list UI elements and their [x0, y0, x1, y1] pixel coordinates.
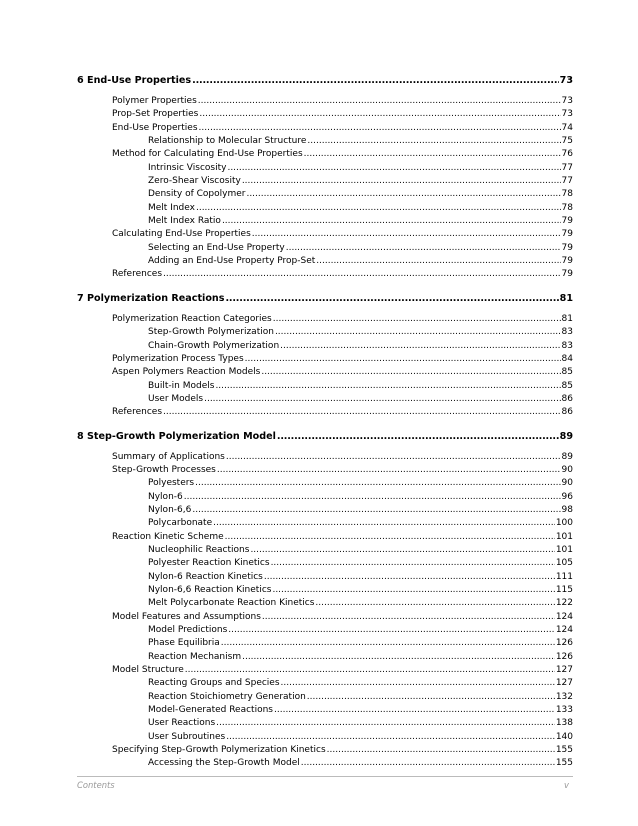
toc-page-number: 84 [561, 353, 573, 364]
toc-page-number: 76 [561, 149, 573, 160]
toc-page-number: 78 [561, 202, 573, 213]
dot-leader [307, 135, 560, 148]
toc-entry-title: Polycarbonate [148, 518, 213, 529]
toc-section-entry[interactable] [77, 108, 573, 121]
toc-subsection-entry[interactable] [77, 477, 573, 490]
dot-leader [280, 340, 560, 353]
toc-subsection-entry[interactable] [77, 637, 573, 650]
toc-entry-title: Polymerization Reaction Categories [112, 313, 272, 324]
toc-entry-title: End-Use Properties [112, 122, 198, 133]
toc-entry-title: 8 Step-Growth Polymerization Model [77, 430, 276, 442]
toc-page-number: 98 [561, 504, 573, 515]
toc-page-number: 127 [555, 678, 573, 689]
toc-page-number: 75 [561, 136, 573, 147]
toc-entry-title: 7 Polymerization Reactions [77, 292, 225, 304]
toc-entry-title: References [112, 269, 163, 280]
toc-entry-title: Polyesters [148, 478, 195, 489]
dot-leader [301, 757, 555, 770]
dot-leader [275, 326, 561, 339]
toc-entry-title: Model Structure [112, 665, 184, 676]
dot-leader [225, 290, 558, 307]
toc-subsection-entry[interactable] [77, 491, 573, 504]
toc-entry-title: Nylon-6,6 [148, 504, 192, 515]
toc-chapter-heading[interactable] [77, 290, 573, 307]
toc-page-number: 115 [555, 585, 573, 595]
dot-leader [316, 255, 560, 268]
toc-page-number: 122 [555, 598, 573, 609]
table-of-contents [77, 72, 573, 771]
toc-page-number: 77 [561, 176, 573, 187]
toc-page-number: 132 [555, 691, 573, 702]
toc-subsection-entry[interactable] [77, 188, 573, 201]
dot-leader [226, 451, 561, 464]
toc-page-number: 133 [555, 705, 573, 716]
dot-leader [225, 531, 555, 544]
dot-leader [272, 584, 554, 597]
toc-page-number: 73 [559, 75, 573, 86]
toc-section-entry[interactable] [77, 353, 573, 366]
dot-leader [217, 464, 561, 477]
toc-entry-title: Built-in Models [148, 380, 215, 391]
toc-entry-title: Model-Generated Reactions [148, 705, 273, 716]
toc-subsection-entry[interactable] [77, 380, 573, 393]
toc-entry-title: Reacting Groups and Species [148, 678, 280, 689]
toc-page-number: 96 [561, 491, 573, 502]
toc-entry-title: Step-Growth Processes [112, 464, 216, 475]
toc-entry-title: Summary of Applications [112, 451, 225, 462]
toc-page-number: 126 [555, 651, 573, 662]
dot-leader [185, 664, 555, 677]
toc-section-entry[interactable] [77, 464, 573, 477]
toc-entry-title: Zero-Shear Viscosity [148, 176, 241, 187]
toc-entry-title: User Subroutines [148, 731, 226, 742]
toc-entry-title: Reaction Mechanism [148, 651, 242, 662]
footer-page-number: v [564, 780, 569, 790]
dot-leader [307, 691, 555, 704]
dot-leader [199, 122, 561, 135]
toc-page-number: 78 [561, 189, 573, 200]
toc-page-number: 86 [561, 393, 573, 404]
dot-leader [250, 544, 554, 557]
toc-page-number: 79 [561, 242, 573, 253]
dot-leader [277, 428, 559, 445]
toc-subsection-entry[interactable] [77, 717, 573, 730]
toc-page-number: 86 [561, 407, 573, 418]
footer-section-label: Contents [77, 780, 115, 790]
dot-leader [252, 228, 561, 241]
dot-leader [226, 731, 555, 744]
toc-section-entry[interactable] [77, 744, 573, 757]
dot-leader [192, 504, 560, 517]
toc-subsection-entry[interactable] [77, 624, 573, 637]
toc-section-entry[interactable] [77, 313, 573, 326]
toc-entry-title: Relationship to Molecular Structure [148, 136, 307, 147]
toc-subsection-entry[interactable] [77, 504, 573, 517]
toc-page-number: 140 [555, 731, 573, 742]
toc-subsection-entry[interactable] [77, 340, 573, 353]
toc-entry-title: Intrinsic Viscosity [148, 162, 227, 173]
toc-entry-title: Aspen Polymers Reaction Models [112, 367, 261, 378]
dot-leader [204, 393, 560, 406]
toc-section-entry[interactable] [77, 531, 573, 544]
toc-entry-title: Step-Growth Polymerization [148, 327, 274, 338]
toc-entry-title: Nucleophilic Reactions [148, 544, 250, 555]
toc-section-entry[interactable] [77, 268, 573, 281]
toc-entry-title: Adding an End-Use Property Prop-Set [148, 256, 316, 267]
toc-subsection-entry[interactable] [77, 557, 573, 570]
toc-section-entry[interactable] [77, 406, 573, 419]
dot-leader [281, 677, 555, 690]
toc-entry-title: Polymerization Process Types [112, 353, 244, 364]
toc-section-entry[interactable] [77, 611, 573, 624]
dot-leader [184, 491, 561, 504]
toc-section-entry[interactable] [77, 148, 573, 161]
toc-chapter-heading[interactable] [77, 428, 573, 445]
toc-subsection-entry[interactable] [77, 175, 573, 188]
toc-page-number: 100 [555, 518, 573, 529]
toc-entry-title: Density of Copolymer [148, 189, 246, 200]
dot-leader [274, 704, 555, 717]
dot-leader [245, 353, 561, 366]
toc-page-number: 81 [561, 313, 573, 324]
toc-entry-title: Reaction Stoichiometry Generation [148, 691, 306, 702]
dot-leader [327, 744, 555, 757]
dot-leader [222, 215, 561, 228]
toc-subsection-entry[interactable] [77, 215, 573, 228]
toc-page-number: 79 [561, 256, 573, 267]
dot-leader [163, 406, 561, 419]
toc-entry-title: Chain-Growth Polymerization [148, 340, 280, 351]
toc-subsection-entry[interactable] [77, 651, 573, 664]
toc-page-number: 79 [561, 269, 573, 280]
dot-leader [286, 242, 561, 255]
toc-entry-title: Melt Index Ratio [148, 216, 221, 227]
toc-page-number: 79 [561, 216, 573, 227]
toc-entry-title: User Reactions [148, 718, 216, 729]
dot-leader [273, 313, 561, 326]
dot-leader [196, 202, 561, 215]
toc-page-number: 101 [555, 544, 573, 555]
toc-section-entry[interactable] [77, 451, 573, 464]
toc-entry-title: Reaction Kinetic Scheme [112, 531, 224, 542]
toc-entry-title: Polyester Reaction Kinetics [148, 558, 270, 569]
dot-leader [195, 477, 560, 490]
toc-subsection-entry[interactable] [77, 677, 573, 690]
toc-entry-title: Nylon-6 [148, 491, 183, 502]
toc-subsection-entry[interactable] [77, 704, 573, 717]
toc-page-number: 83 [561, 340, 573, 351]
dot-leader [246, 188, 560, 201]
page-footer [77, 780, 573, 794]
toc-subsection-entry[interactable] [77, 597, 573, 610]
toc-page-number: 90 [561, 478, 573, 489]
dot-leader [271, 557, 555, 570]
toc-chapter-heading[interactable] [77, 72, 573, 89]
toc-page-number: 77 [561, 162, 573, 173]
toc-entry-title: Method for Calculating End-Use Properties [112, 149, 303, 160]
toc-subsection-entry[interactable] [77, 135, 573, 148]
toc-page-number: 138 [555, 718, 573, 729]
toc-entry-title: Selecting an End-Use Property [148, 242, 285, 253]
dot-leader [198, 95, 561, 108]
toc-page-number: 81 [559, 292, 573, 304]
toc-entry-title: Calculating End-Use Properties [112, 229, 251, 240]
toc-section-entry[interactable] [77, 95, 573, 108]
toc-entry-title: Nylon-6,6 Reaction Kinetics [148, 585, 272, 595]
toc-page-number: 74 [561, 122, 573, 133]
toc-page-number: 89 [559, 430, 573, 442]
toc-page-number: 101 [555, 531, 573, 542]
toc-page-number: 126 [555, 638, 573, 649]
toc-entry-title: Model Predictions [148, 625, 228, 636]
toc-page-number: 127 [555, 665, 573, 676]
toc-page-number: 105 [555, 558, 573, 569]
dot-leader [216, 717, 555, 730]
dot-leader [221, 637, 555, 650]
toc-section-entry[interactable] [77, 228, 573, 241]
toc-subsection-entry[interactable] [77, 571, 573, 584]
dot-leader [213, 517, 555, 530]
dot-leader [262, 611, 555, 624]
dot-leader [261, 366, 560, 379]
dot-leader [228, 624, 555, 637]
toc-page-number: 90 [561, 464, 573, 475]
toc-subsection-entry[interactable] [77, 242, 573, 255]
toc-entry-title: Accessing the Step-Growth Model [148, 758, 300, 769]
toc-section-entry[interactable] [77, 122, 573, 135]
dot-leader [242, 175, 561, 188]
toc-page-number: 73 [561, 109, 573, 120]
dot-leader [227, 162, 560, 175]
footer-divider [77, 776, 573, 777]
dot-leader [315, 597, 554, 610]
toc-page-number: 85 [561, 367, 573, 378]
toc-page-number: 89 [561, 451, 573, 462]
toc-entry-title: References [112, 407, 163, 418]
toc-subsection-entry[interactable] [77, 544, 573, 557]
dot-leader [192, 72, 558, 89]
toc-entry-title: Melt Index [148, 202, 195, 213]
toc-page-number: 73 [561, 96, 573, 106]
toc-page-number: 155 [555, 745, 573, 756]
toc-subsection-entry[interactable] [77, 517, 573, 530]
toc-subsection-entry[interactable] [77, 757, 573, 770]
toc-subsection-entry[interactable] [77, 255, 573, 268]
toc-entry-title: Polymer Properties [112, 96, 197, 106]
toc-entry-title: Phase Equilibria [148, 638, 220, 649]
toc-page-number: 124 [555, 611, 573, 622]
toc-subsection-entry[interactable] [77, 326, 573, 339]
toc-entry-title: Melt Polycarbonate Reaction Kinetics [148, 598, 315, 609]
dot-leader [215, 380, 560, 393]
toc-subsection-entry[interactable] [77, 731, 573, 744]
toc-page-number: 79 [561, 229, 573, 240]
toc-entry-title: Specifying Step-Growth Polymerization Kinetics [112, 745, 326, 756]
dot-leader [163, 268, 561, 281]
dot-leader [304, 148, 561, 161]
toc-entry-title: User Models [148, 393, 204, 404]
toc-page-number: 85 [561, 380, 573, 391]
toc-page-number: 83 [561, 327, 573, 338]
toc-page-number: 111 [555, 571, 573, 582]
toc-section-entry[interactable] [77, 366, 573, 379]
toc-page-number: 124 [555, 625, 573, 636]
dot-leader [199, 108, 560, 121]
toc-entry-title: 6 End-Use Properties [77, 75, 192, 86]
dot-leader [264, 571, 555, 584]
dot-leader [242, 651, 555, 664]
toc-subsection-entry[interactable] [77, 691, 573, 704]
toc-section-entry[interactable] [77, 664, 573, 677]
toc-subsection-entry[interactable] [77, 393, 573, 406]
toc-subsection-entry[interactable] [77, 162, 573, 175]
toc-subsection-entry[interactable] [77, 202, 573, 215]
toc-subsection-entry[interactable] [77, 584, 573, 597]
toc-page-number: 155 [555, 758, 573, 769]
toc-entry-title: Model Features and Assumptions [112, 611, 261, 622]
toc-entry-title: Nylon-6 Reaction Kinetics [148, 571, 263, 582]
toc-entry-title: Prop-Set Properties [112, 109, 199, 120]
